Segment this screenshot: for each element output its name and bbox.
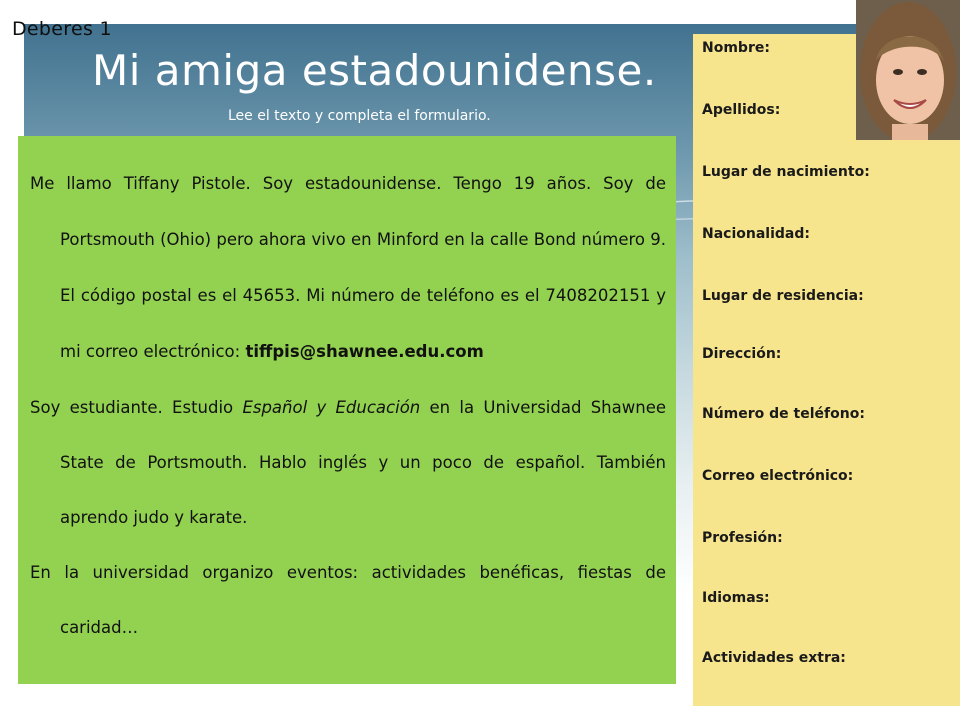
form-label-nacionalidad: Nacionalidad: xyxy=(702,226,810,242)
paragraph-2-text-end: en la Universidad Shawnee State de Portsmouth. Hablo inglés y un poco de español. También aprendo judo y karate. xyxy=(60,398,667,527)
portrait-photo-icon xyxy=(856,0,960,140)
form-label-idiomas: Idiomas: xyxy=(702,590,770,606)
reading-paragraph-1 xyxy=(30,156,666,380)
reading-paragraph-2 xyxy=(30,380,666,545)
form-label-nombre: Nombre: xyxy=(702,40,770,56)
reading-paragraph-3: En la universidad organizo eventos: actividades benéficas, fiestas de caridad… xyxy=(30,563,666,637)
page-title: Mi amiga estadounidense. xyxy=(92,46,657,95)
form-label-lugar-residencia: Lugar de residencia: xyxy=(702,288,864,304)
portrait-photo xyxy=(856,0,960,140)
form-label-apellidos: Apellidos: xyxy=(702,102,781,118)
form-label-profesion: Profesión: xyxy=(702,530,783,546)
form-label-actividades-extra: Actividades extra: xyxy=(702,650,846,666)
form-label-telefono: Número de teléfono: xyxy=(702,406,865,422)
form-label-correo: Correo electrónico: xyxy=(702,468,854,484)
paragraph-2-text-start: Soy estudiante. Estudio xyxy=(30,398,243,417)
paragraph-1-text: Me llamo Tiffany Pistole. Soy estadounidense. Tengo 19 años. Soy de Portsmouth (Ohio) pero ahora vivo en Minford en la calle Bond número 9. El código postal es el 45653. Mi número de teléfono es el 7408202151 y mi correo electrónico: xyxy=(30,174,667,361)
reading-text-box xyxy=(18,136,676,684)
form-label-direccion: Dirección: xyxy=(702,346,782,362)
homework-badge: Deberes 1 xyxy=(12,18,112,40)
form-label-lugar-nacimiento: Lugar de nacimiento: xyxy=(702,164,870,180)
paragraph-2-italic-subjects: Español y Educación xyxy=(242,398,421,417)
page-subtitle: Lee el texto y completa el formulario. xyxy=(228,108,491,124)
email-address: tiffpis@shawnee.edu.com xyxy=(245,342,484,361)
